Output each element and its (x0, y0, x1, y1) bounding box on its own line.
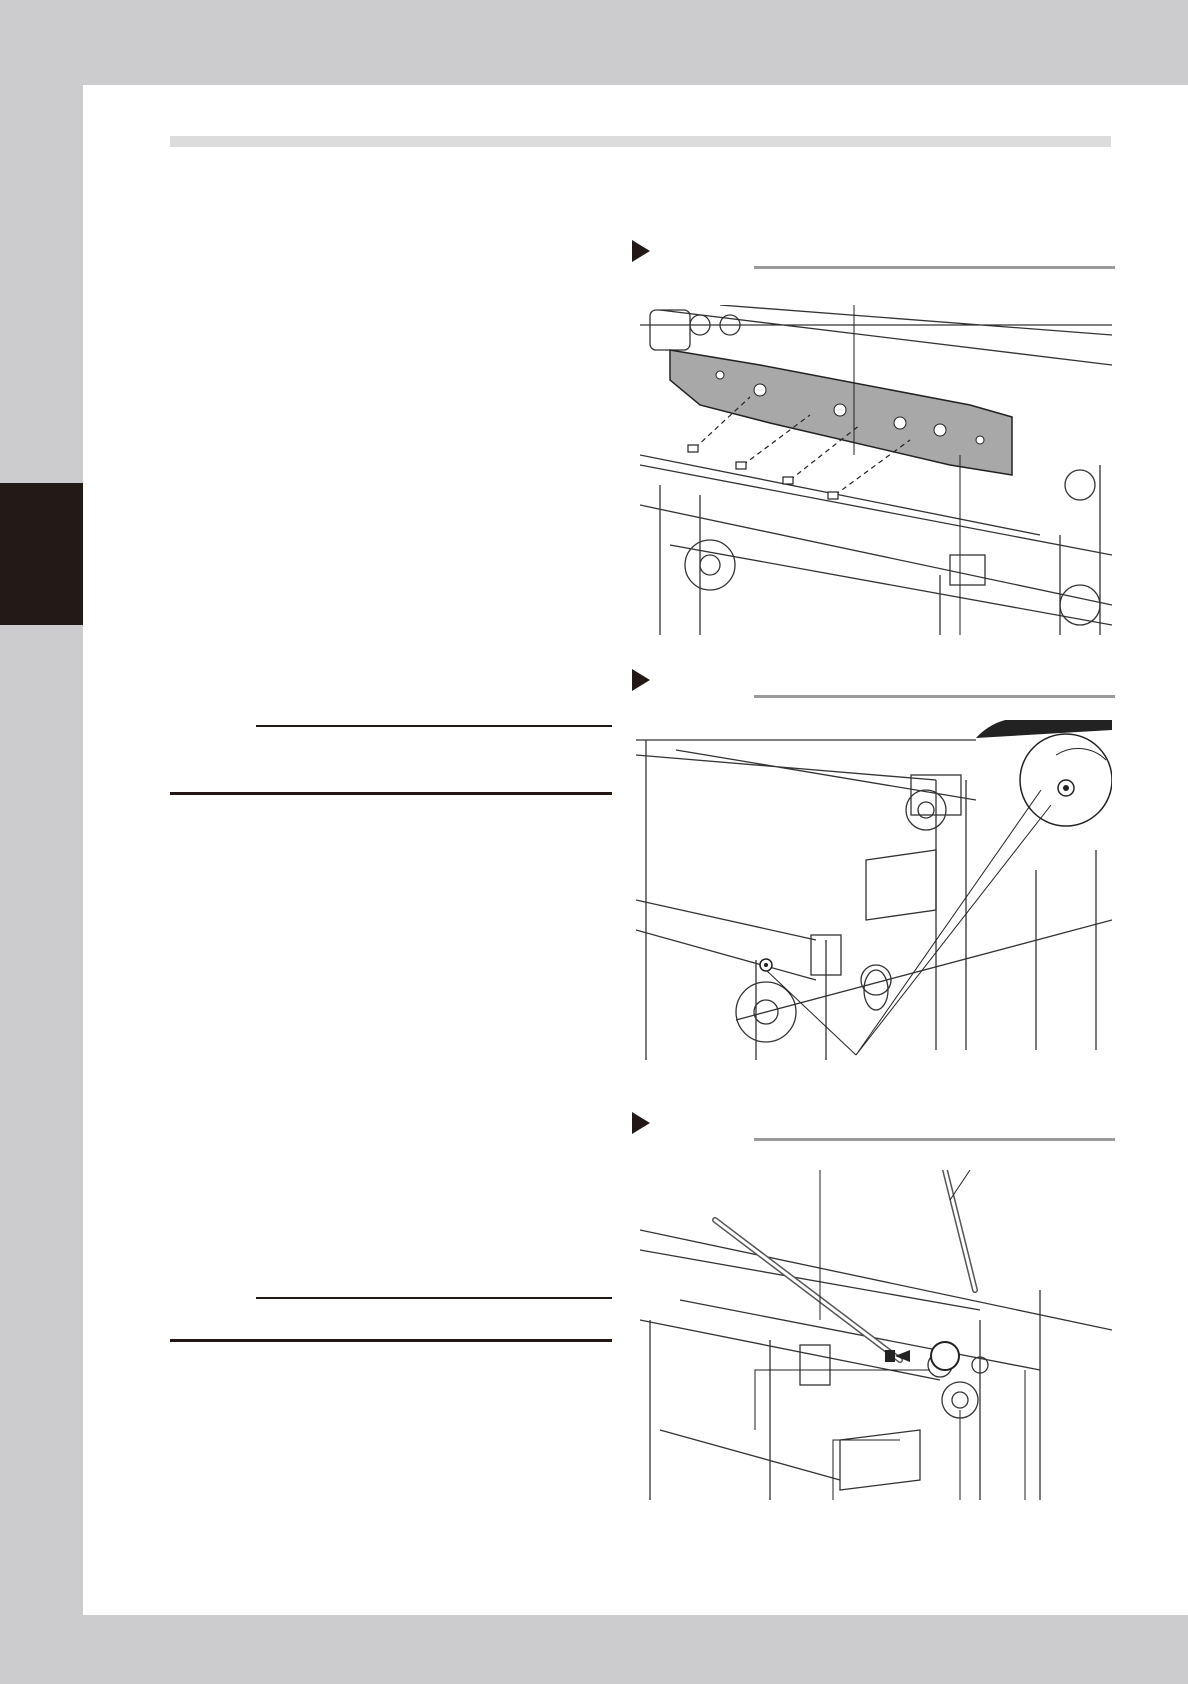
step-marker-2 (632, 669, 650, 691)
header-bar (170, 136, 1111, 147)
figure-1-bracket-removal (640, 305, 1112, 635)
figure-rule-1 (754, 266, 1115, 269)
note-top-rule-2 (256, 1297, 612, 1299)
note-top-rule-1 (256, 725, 612, 727)
figure-rule-3 (754, 1138, 1115, 1141)
figure-3-shaft-tool (640, 1170, 1112, 1500)
note-bottom-rule-1 (170, 792, 612, 795)
step-marker-1 (632, 240, 650, 262)
figure-2-drawing (636, 720, 1112, 1060)
figure-2-frame-screws (636, 720, 1112, 1060)
step-marker-3 (632, 1112, 650, 1134)
figure-3-drawing (640, 1170, 1112, 1500)
figure-1-drawing (640, 305, 1112, 635)
chapter-tab (0, 483, 83, 625)
note-bottom-rule-2 (170, 1339, 612, 1342)
figure-rule-2 (754, 695, 1115, 698)
